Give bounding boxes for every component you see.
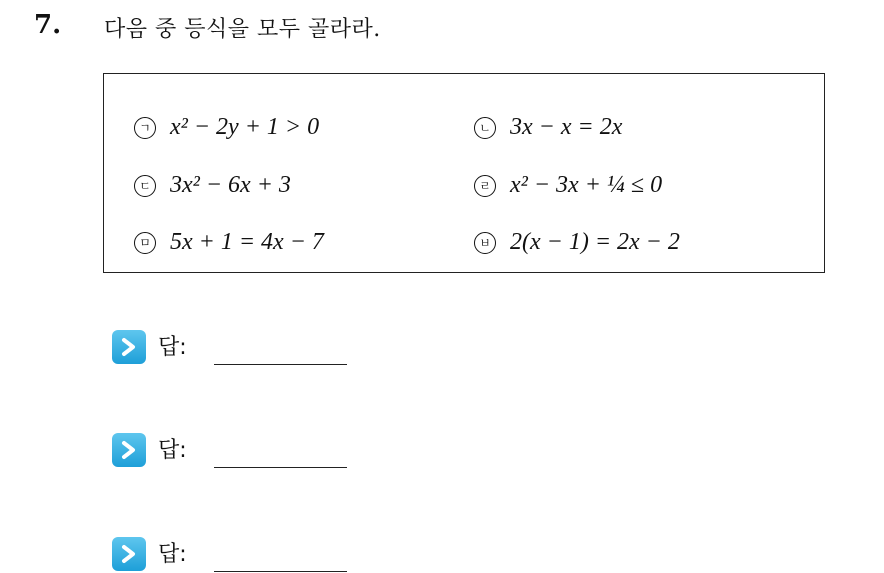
choice-marker: ㄹ: [474, 175, 496, 197]
choice-item: [134, 172, 291, 199]
answer-row: [112, 537, 352, 573]
choice-expression: x² − 3x + ¼ ≤ 0: [510, 172, 663, 198]
choice-expression: x² − 2y + 1 > 0: [170, 114, 320, 140]
choice-box: [103, 73, 825, 273]
arrow-right-icon: [112, 537, 146, 571]
choice-expression: 3x² − 6x + 3: [170, 172, 291, 198]
answer-label: 답:: [158, 542, 187, 567]
answer-blank[interactable]: [214, 364, 347, 365]
choice-item: [134, 114, 319, 141]
choice-expression: 3x − x = 2x: [510, 114, 623, 140]
answer-label: 답:: [158, 438, 187, 463]
arrow-right-icon: [112, 433, 146, 467]
choice-expression: 2(x − 1) = 2x − 2: [510, 229, 680, 255]
answer-row: [112, 330, 352, 366]
choice-item: [474, 172, 662, 199]
answer-label: 답:: [158, 335, 187, 360]
choice-item: [134, 229, 324, 256]
choice-item: [474, 114, 622, 141]
choice-marker: ㅂ: [474, 232, 496, 254]
choice-expression: 5x + 1 = 4x − 7: [170, 229, 324, 255]
arrow-right-icon: [112, 330, 146, 364]
answer-row: [112, 433, 352, 469]
answer-blank[interactable]: [214, 467, 347, 468]
answer-blank[interactable]: [214, 571, 347, 572]
choice-item: [474, 229, 680, 256]
choice-marker: ㄴ: [474, 117, 496, 139]
question-prompt: 다음 중 등식을 모두 골라라.: [104, 17, 381, 42]
choice-marker: ㄷ: [134, 175, 156, 197]
choice-marker: ㄱ: [134, 117, 156, 139]
choice-marker: ㅁ: [134, 232, 156, 254]
question-number: 7.: [34, 10, 62, 40]
